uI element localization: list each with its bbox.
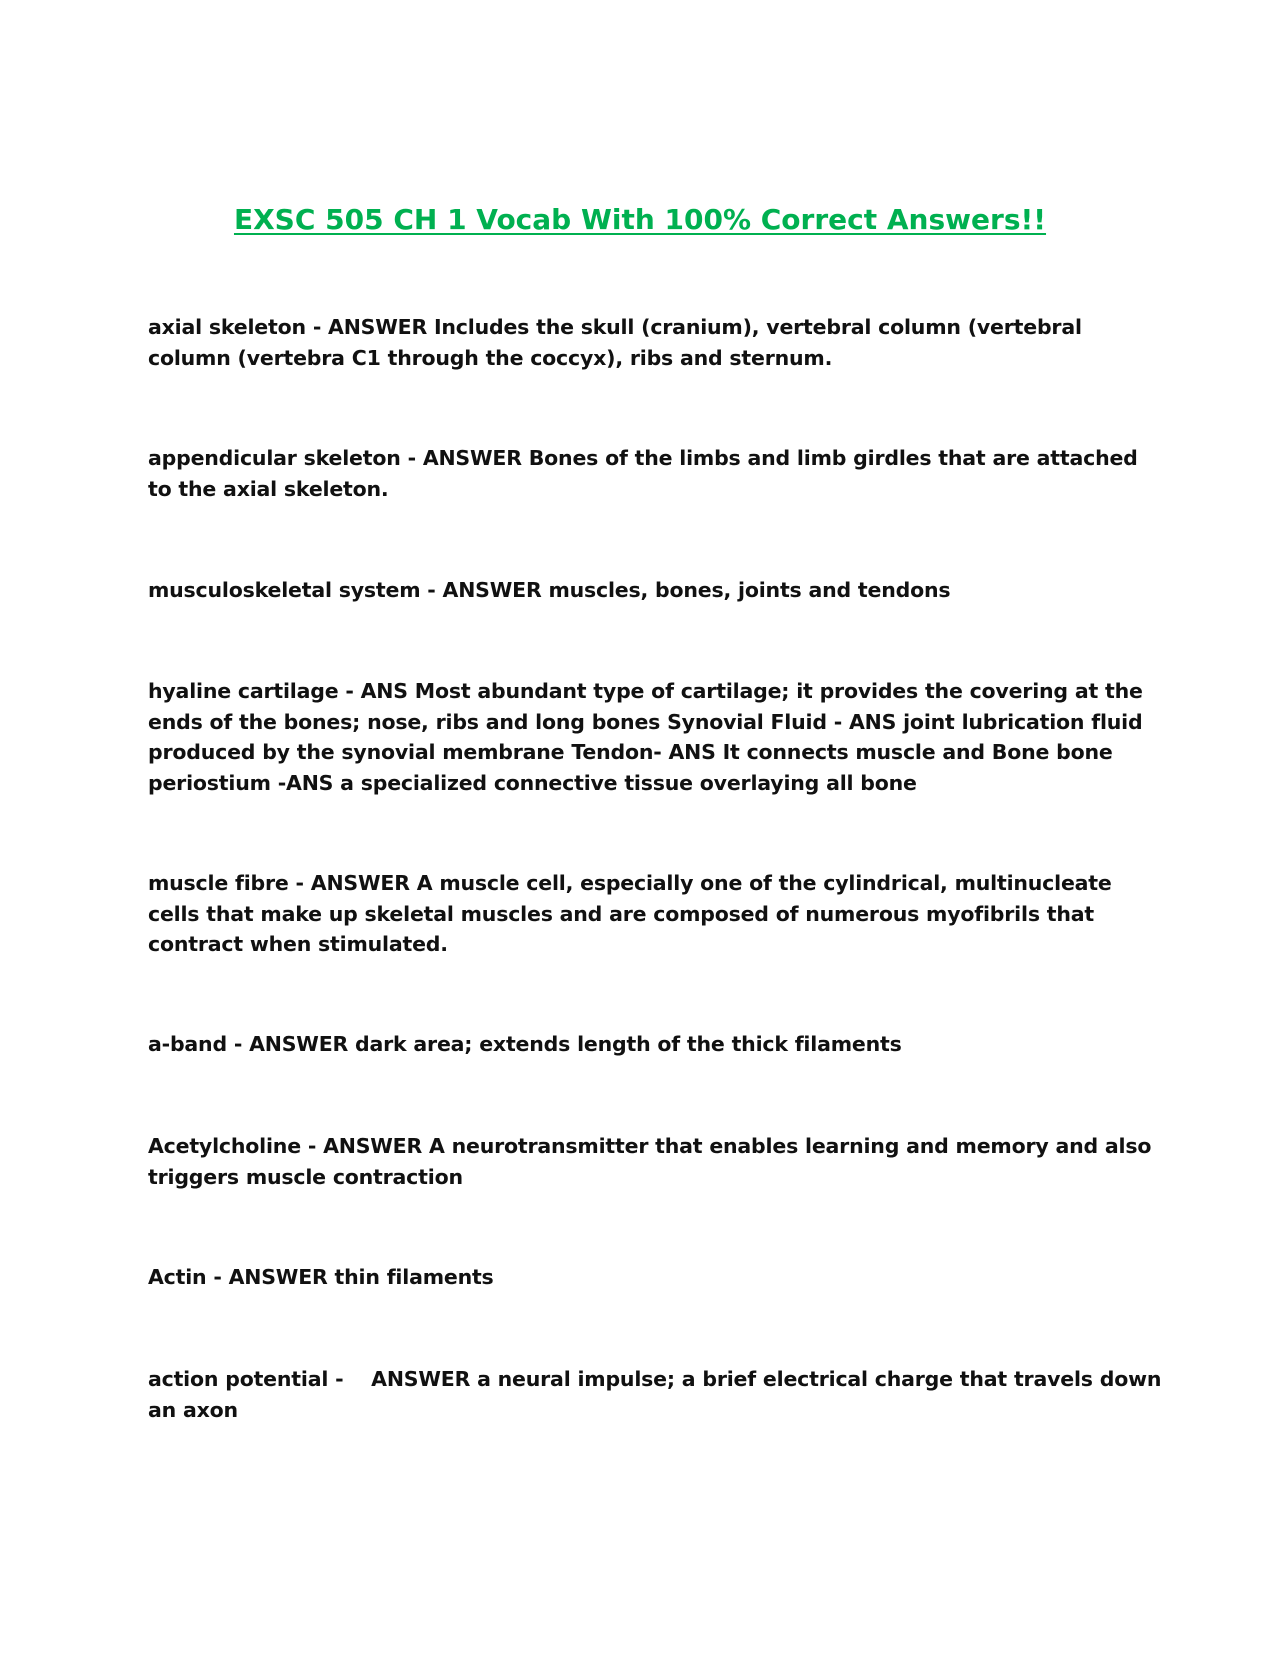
vocab-entry-acetylcholine — [148, 1131, 1152, 1192]
entry-line: column (vertebra C1 through the coccyx), ribs and sternum. — [148, 345, 833, 370]
entry-line: Acetylcholine - ANSWER A neurotransmitter that enables learning and memory and also — [148, 1134, 1152, 1158]
entry-line: to the axial skeleton. — [148, 476, 389, 501]
entry-line: a-band - ANSWER dark area; extends length of the thick filaments — [148, 1032, 902, 1056]
entry-line: cells that make up skeletal muscles and are composed of numerous myofibrils that — [148, 901, 1094, 926]
entry-line: contract when stimulated. — [148, 932, 448, 956]
entry-line: ends of the bones; nose, ribs and long bones Synovial Fluid - ANS joint lubrication fluid — [148, 709, 1143, 734]
vocab-entry-muscle-fibre — [148, 868, 1138, 960]
entry-line: musculoskeletal system - ANSWER muscles, bones, joints and tendons — [148, 578, 951, 602]
vocab-entry-hyaline-cartilage — [148, 676, 1143, 798]
vocab-entry-a-band — [148, 1029, 1138, 1060]
document-title: EXSC 505 CH 1 Vocab With 100% Correct Answers!! — [233, 203, 1047, 236]
entry-line: muscle fibre - ANSWER A muscle cell, especially one of the cylindrical, multinucleate — [148, 871, 1112, 895]
entry-line: an axon — [148, 1397, 238, 1422]
vocab-entry-musculoskeletal-system — [148, 575, 1138, 606]
entry-line: action potential - ANSWER a neural impulse; a brief electrical charge that travels down — [148, 1367, 1162, 1391]
entry-line: hyaline cartilage - ANS Most abundant type of cartilage; it provides the covering at the — [148, 679, 1143, 703]
entry-line: axial skeleton - ANSWER Includes the skull (cranium), vertebral column (vertebral — [148, 315, 1082, 339]
vocab-entry-axial-skeleton — [148, 312, 1138, 373]
entry-line: Actin - ANSWER thin filaments — [148, 1265, 494, 1289]
entry-line: triggers muscle contraction — [148, 1164, 463, 1189]
entry-line: produced by the synovial membrane Tendon- ANS It connects muscle and Bone bone — [148, 740, 1113, 764]
entry-line: appendicular skeleton - ANSWER Bones of the limbs and limb girdles that are attached — [148, 446, 1138, 470]
vocab-entry-action-potential — [148, 1364, 1162, 1425]
vocab-entry-actin — [148, 1262, 1138, 1293]
vocab-entry-appendicular-skeleton — [148, 443, 1138, 504]
entry-line: periostium -ANS a specialized connective tissue overlaying all bone — [148, 770, 917, 795]
